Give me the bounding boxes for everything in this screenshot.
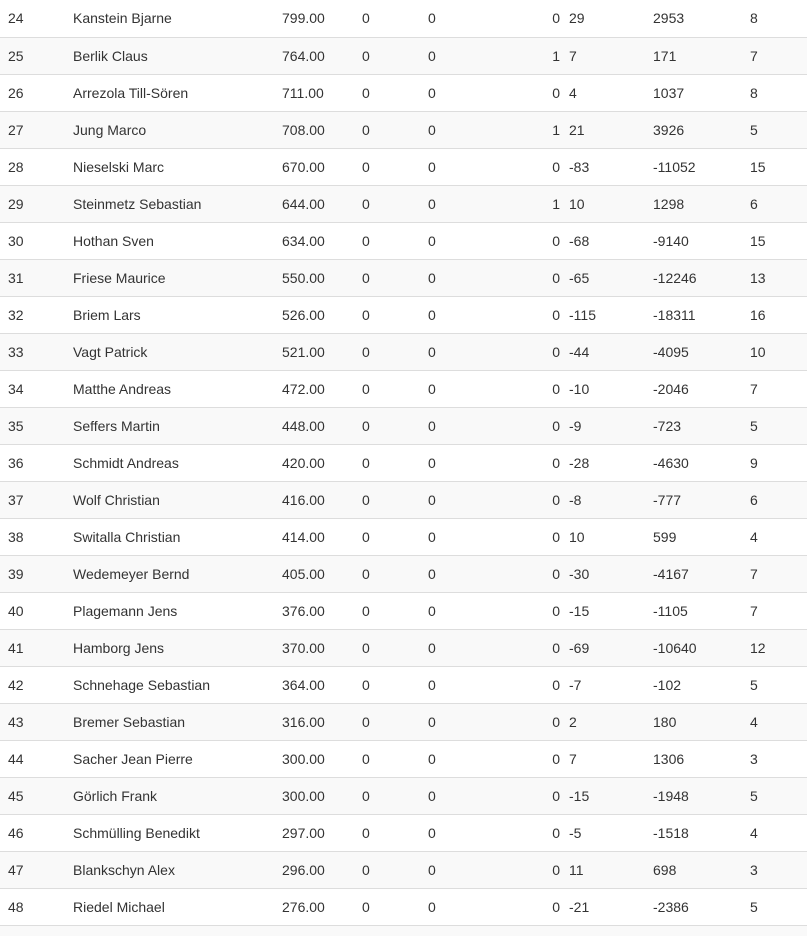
cell-diff: -44 [561,333,645,370]
cell-diff: 7 [561,740,645,777]
cell-games: 12 [742,629,807,666]
cell-diff: 21 [561,111,645,148]
cell-sum: -102 [645,666,742,703]
cell-col-b: 0 [420,629,482,666]
cell-games: 4 [742,814,807,851]
cell-col-b: 0 [420,851,482,888]
cell-col-c [482,740,561,777]
cell-diff: -68 [561,222,645,259]
cell-diff: 11 [561,851,645,888]
cell-col-b: 0 [420,185,482,222]
cell-rank: 38 [0,518,65,555]
cell-games: 4 [742,703,807,740]
cell-col-a: 0 [354,888,420,925]
cell-points: 472.00 [274,370,354,407]
table-row [0,407,807,444]
cell-games: 4 [742,518,807,555]
cell-diff: -30 [561,555,645,592]
cell-diff: -69 [561,629,645,666]
cell-diff: -65 [561,259,645,296]
table-row [0,333,807,370]
cell-diff: -28 [561,444,645,481]
cell-sum: 599 [645,518,742,555]
cell-col-a: 0 [354,407,420,444]
cell-diff: 2 [561,703,645,740]
cell-sum: 1037 [645,74,742,111]
cell-col-c-value: 0 [552,454,560,471]
cell-col-c [482,407,561,444]
cell-player-name: Switalla Christian [65,518,274,555]
cell-col-c-value: 0 [552,232,560,249]
cell-col-b: 0 [420,111,482,148]
cell-points: 670.00 [274,148,354,185]
cell-col-a: 0 [354,777,420,814]
cell-points: 376.00 [274,592,354,629]
cell-col-b: 0 [420,814,482,851]
cell-points: 448.00 [274,407,354,444]
cell-player-name: Sacher Jean Pierre [65,740,274,777]
cell-col-b: 0 [420,555,482,592]
cell-points: 276.00 [274,888,354,925]
cell-rank: 32 [0,296,65,333]
table-row [0,814,807,851]
cell-games: 7 [742,592,807,629]
cell-points: 416.00 [274,481,354,518]
cell-sum: -11052 [645,148,742,185]
cell-col-c [482,703,561,740]
cell-player-name: Hothan Sven [65,222,274,259]
table-row [0,111,807,148]
cell-col-c-value: 0 [552,898,560,915]
cell-diff: -9 [561,407,645,444]
cell-rank: 43 [0,703,65,740]
cell-col-b: 0 [420,703,482,740]
table-row [0,148,807,185]
cell-games: 7 [742,37,807,74]
table-row [0,37,807,74]
cell-points: 634.00 [274,222,354,259]
cell-col-c-value: 0 [552,676,560,693]
cell-diff: 7 [561,37,645,74]
cell-rank: 42 [0,666,65,703]
cell-col-b: 0 [428,10,436,27]
cell-col-a: 0 [354,185,420,222]
cell-col-b: 0 [420,370,482,407]
cell-player-name: Briem Lars [65,296,274,333]
cell-col-c [482,851,561,888]
cell-col-c-value: 0 [552,639,560,656]
cell-rank: 37 [0,481,65,518]
cell-sum: -12246 [645,259,742,296]
cell-sum: -4630 [645,444,742,481]
table-row [0,629,807,666]
cell-games: 5 [742,666,807,703]
cell-col-c-value: 0 [552,491,560,508]
cell-games: 8 [750,10,758,27]
cell-col-b: 0 [420,148,482,185]
cell-games: 13 [742,259,807,296]
cell-points: 405.00 [274,555,354,592]
cell-sum: -18311 [645,296,742,333]
cell-points: 799.00 [282,10,325,27]
cell-sum: 698 [645,851,742,888]
cell-player-name: Schmidt Andreas [65,444,274,481]
table-row [0,185,807,222]
cell-player-name: Vagt Patrick [65,333,274,370]
cell-col-b: 0 [420,518,482,555]
cell-sum: -10640 [645,629,742,666]
table-row [0,592,807,629]
cell-games: 9 [742,444,807,481]
cell-points: 300.00 [274,740,354,777]
cell-col-c-value: 0 [552,158,560,175]
cell-player-name: Blankschyn Alex [65,851,274,888]
cell-points: 708.00 [274,111,354,148]
cell-col-a: 0 [354,851,420,888]
cell-col-c [482,555,561,592]
cell-points: 420.00 [274,444,354,481]
cell-sum: 2953 [653,10,685,27]
cell-points: 526.00 [274,296,354,333]
cell-points: 300.00 [274,777,354,814]
cell-col-a: 0 [354,111,420,148]
cell-col-c [482,777,561,814]
cell-rank: 35 [0,407,65,444]
cell-col-a: 0 [354,518,420,555]
cell-col-c-value: 1 [552,195,560,212]
cell-player-name: Schnehage Sebastian [65,666,274,703]
cell-col-c-value: 0 [552,861,560,878]
cell-col-c-value: 0 [552,824,560,841]
cell-sum: 171 [645,37,742,74]
table-row [0,444,807,481]
cell-sum: -723 [645,407,742,444]
table-next-row-edge [0,925,807,936]
cell-games: 15 [742,222,807,259]
cell-diff: 4 [561,74,645,111]
cell-col-c [482,111,561,148]
cell-col-c-value: 0 [552,602,560,619]
cell-diff: -15 [561,592,645,629]
cell-sum: 180 [645,703,742,740]
cell-col-a: 0 [354,37,420,74]
cell-rank: 29 [0,185,65,222]
cell-col-a: 0 [354,592,420,629]
cell-col-b: 0 [420,37,482,74]
cell-col-c [482,888,561,925]
cell-col-a: 0 [354,296,420,333]
cell-col-c [482,814,561,851]
cell-sum: -1105 [645,592,742,629]
cell-points: 370.00 [274,629,354,666]
cell-col-c-value: 1 [552,121,560,138]
table-row [0,666,807,703]
cell-player-name: Plagemann Jens [65,592,274,629]
cell-diff: -10 [561,370,645,407]
cell-rank: 34 [0,370,65,407]
cell-points: 644.00 [274,185,354,222]
cell-rank: 48 [0,888,65,925]
cell-col-c [482,185,561,222]
cell-points: 296.00 [274,851,354,888]
cell-col-c [482,296,561,333]
cell-games: 16 [742,296,807,333]
cell-player-name: Steinmetz Sebastian [65,185,274,222]
cell-col-c-value: 0 [552,750,560,767]
cell-col-b: 0 [420,407,482,444]
cell-col-b: 0 [420,777,482,814]
cell-col-c [482,148,561,185]
cell-diff: -21 [561,888,645,925]
table-row [0,222,807,259]
cell-col-c-value: 0 [552,84,560,101]
cell-rank: 30 [0,222,65,259]
cell-rank: 47 [0,851,65,888]
cell-player-name: Schmülling Benedikt [65,814,274,851]
cell-col-b: 0 [420,740,482,777]
cell-col-a: 0 [354,555,420,592]
cell-col-c-value: 0 [552,565,560,582]
cell-rank: 27 [0,111,65,148]
cell-col-a: 0 [354,333,420,370]
cell-sum: -4095 [645,333,742,370]
cell-col-c [482,259,561,296]
cell-player-name: Nieselski Marc [65,148,274,185]
cell-points: 364.00 [274,666,354,703]
cell-col-c [482,629,561,666]
cell-player-name: Arrezola Till-Sören [65,74,274,111]
cell-games: 5 [742,888,807,925]
cell-col-c-value: 0 [552,269,560,286]
table-row [0,518,807,555]
cell-diff: -5 [561,814,645,851]
cell-sum: -4167 [645,555,742,592]
table-row [0,703,807,740]
cell-points: 550.00 [274,259,354,296]
cell-rank: 36 [0,444,65,481]
cell-sum: -9140 [645,222,742,259]
cell-col-a: 0 [354,629,420,666]
cell-rank: 41 [0,629,65,666]
cell-col-c [482,333,561,370]
cell-sum: -1948 [645,777,742,814]
cell-games: 6 [742,185,807,222]
cell-col-b: 0 [420,444,482,481]
cell-games: 6 [742,481,807,518]
cell-player-name: Görlich Frank [65,777,274,814]
cell-col-c-value: 0 [552,10,560,27]
cell-player-name: Berlik Claus [65,37,274,74]
cell-points: 297.00 [274,814,354,851]
cell-diff: 10 [561,518,645,555]
cell-col-b: 0 [420,333,482,370]
cell-games: 8 [742,74,807,111]
cell-diff: -83 [561,148,645,185]
table-row [0,888,807,925]
cell-col-b: 0 [420,481,482,518]
cell-rank: 39 [0,555,65,592]
cell-col-b: 0 [420,666,482,703]
cell-col-b: 0 [420,259,482,296]
cell-col-a: 0 [354,444,420,481]
cell-diff: -15 [561,777,645,814]
cell-col-a: 0 [354,740,420,777]
cell-games: 5 [742,111,807,148]
cell-sum: 3926 [645,111,742,148]
cell-sum: -2046 [645,370,742,407]
table-row [0,296,807,333]
cell-points: 521.00 [274,333,354,370]
cell-games: 5 [742,407,807,444]
cell-games: 7 [742,555,807,592]
cell-col-c-value: 0 [552,528,560,545]
cell-diff: -115 [561,296,645,333]
cell-sum: -1518 [645,814,742,851]
table-row [0,851,807,888]
cell-games: 7 [742,370,807,407]
cell-rank: 28 [0,148,65,185]
cell-col-c [482,518,561,555]
cell-diff: 10 [561,185,645,222]
cell-col-c [482,444,561,481]
cell-games: 3 [742,851,807,888]
cell-diff: -8 [561,481,645,518]
cell-rank: 25 [0,37,65,74]
cell-col-c [482,370,561,407]
cell-col-b: 0 [420,296,482,333]
cell-sum: -777 [645,481,742,518]
cell-rank: 31 [0,259,65,296]
table-row [0,74,807,111]
cell-col-b: 0 [420,74,482,111]
cell-player-name: Jung Marco [65,111,274,148]
cell-col-a: 0 [354,259,420,296]
table-row [0,555,807,592]
cell-player-name: Wolf Christian [65,481,274,518]
table-row [0,777,807,814]
cell-col-a: 0 [354,814,420,851]
cell-games: 5 [742,777,807,814]
cell-player-name: Friese Maurice [65,259,274,296]
cell-rank: 26 [0,74,65,111]
cell-games: 15 [742,148,807,185]
cell-col-b: 0 [420,592,482,629]
cell-rank: 33 [0,333,65,370]
cell-col-a: 0 [362,10,370,27]
cell-col-c [482,74,561,111]
cell-player-name: Seffers Martin [65,407,274,444]
cell-rank: 44 [0,740,65,777]
cell-player-name: Hamborg Jens [65,629,274,666]
table-row [0,481,807,518]
cell-col-c [482,592,561,629]
cell-rank: 24 [8,10,24,27]
cell-diff: -7 [561,666,645,703]
cell-sum: 1306 [645,740,742,777]
cell-col-c-value: 0 [552,306,560,323]
table-row [0,0,807,37]
table-row [0,259,807,296]
cell-col-c [482,37,561,74]
cell-player-name: Bremer Sebastian [65,703,274,740]
cell-player-name: Kanstein Bjarne [73,10,172,27]
cell-col-c [482,666,561,703]
cell-sum: 1298 [645,185,742,222]
cell-col-a: 0 [354,370,420,407]
cell-diff: 29 [569,10,585,27]
cell-col-a: 0 [354,481,420,518]
cell-col-c-value: 0 [552,343,560,360]
table-row [0,740,807,777]
cell-col-c-value: 0 [552,417,560,434]
cell-player-name: Riedel Michael [65,888,274,925]
table-row [0,370,807,407]
cell-games: 10 [742,333,807,370]
cell-sum: -2386 [645,888,742,925]
cell-col-c [482,481,561,518]
cell-player-name: Wedemeyer Bernd [65,555,274,592]
cell-col-c-value: 0 [552,787,560,804]
cell-col-c [482,0,561,37]
cell-col-a: 0 [354,148,420,185]
cell-points: 764.00 [274,37,354,74]
cell-col-b: 0 [420,888,482,925]
cell-rank: 40 [0,592,65,629]
cell-col-c [482,222,561,259]
cell-rank: 45 [0,777,65,814]
cell-points: 711.00 [274,74,354,111]
cell-points: 414.00 [274,518,354,555]
cell-games: 3 [742,740,807,777]
cell-col-c-value: 1 [552,47,560,64]
cell-col-c-value: 0 [552,713,560,730]
cell-col-a: 0 [354,74,420,111]
cell-col-a: 0 [354,666,420,703]
cell-points: 316.00 [274,703,354,740]
cell-player-name: Matthe Andreas [65,370,274,407]
cell-rank: 46 [0,814,65,851]
cell-col-c-value: 0 [552,380,560,397]
cell-col-a: 0 [354,222,420,259]
cell-col-b: 0 [420,222,482,259]
cell-col-a: 0 [354,703,420,740]
